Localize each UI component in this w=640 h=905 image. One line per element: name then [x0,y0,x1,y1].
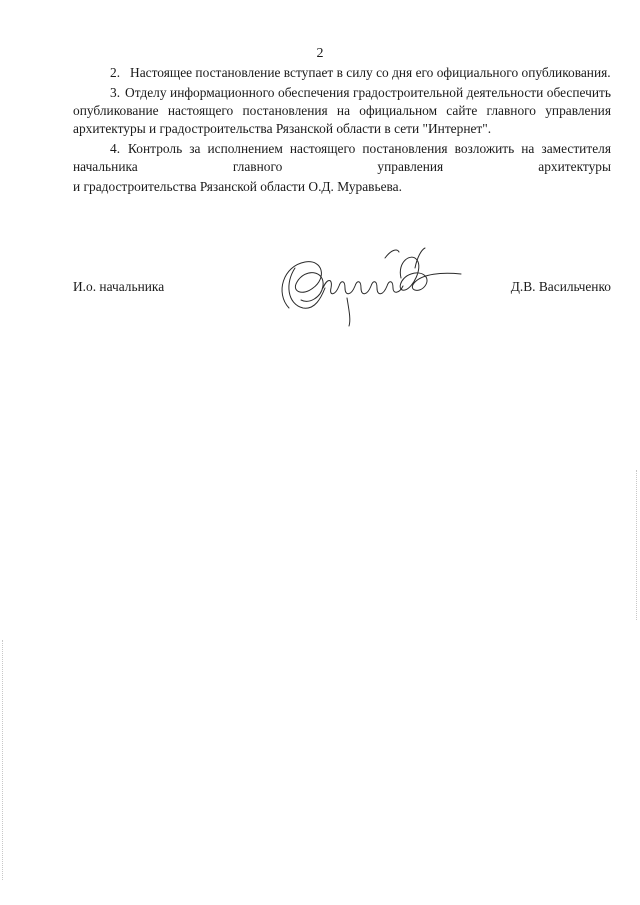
paragraph-text: Отделу информационного обеспечения градостроительной деятельности обеспечить опубликование настоящего постановления на официальном сайте главного управления архитектуры и градостроительства Рязанской области в сети "Интернет". [73,85,611,136]
signatory-position: И.о. начальника [73,279,165,294]
paragraph-2 [73,64,611,82]
paragraph-3 [73,84,611,138]
paragraph-number: 3. [110,85,121,100]
scan-artifact [636,470,639,620]
paragraph-number: 2. [110,65,121,80]
paragraph-number: 4. [110,141,121,156]
document-body [73,64,611,198]
signatory-name: Д.В. Васильченко [510,279,611,294]
paragraph-text: Контроль за исполнением настоящего постановления возложить на заместителя начальника главного управления архитектуры [73,141,611,174]
page-number: 2 [316,46,324,61]
paragraph-text: Настоящее постановление вступает в силу со дня его официального опубликования. [130,65,611,80]
scan-artifact [2,640,5,880]
handwritten-signature [265,238,465,328]
paragraph-4 [73,140,611,176]
paragraph-4-continuation: и градостроительства Рязанской области О.Д. Муравьева. [73,179,402,194]
